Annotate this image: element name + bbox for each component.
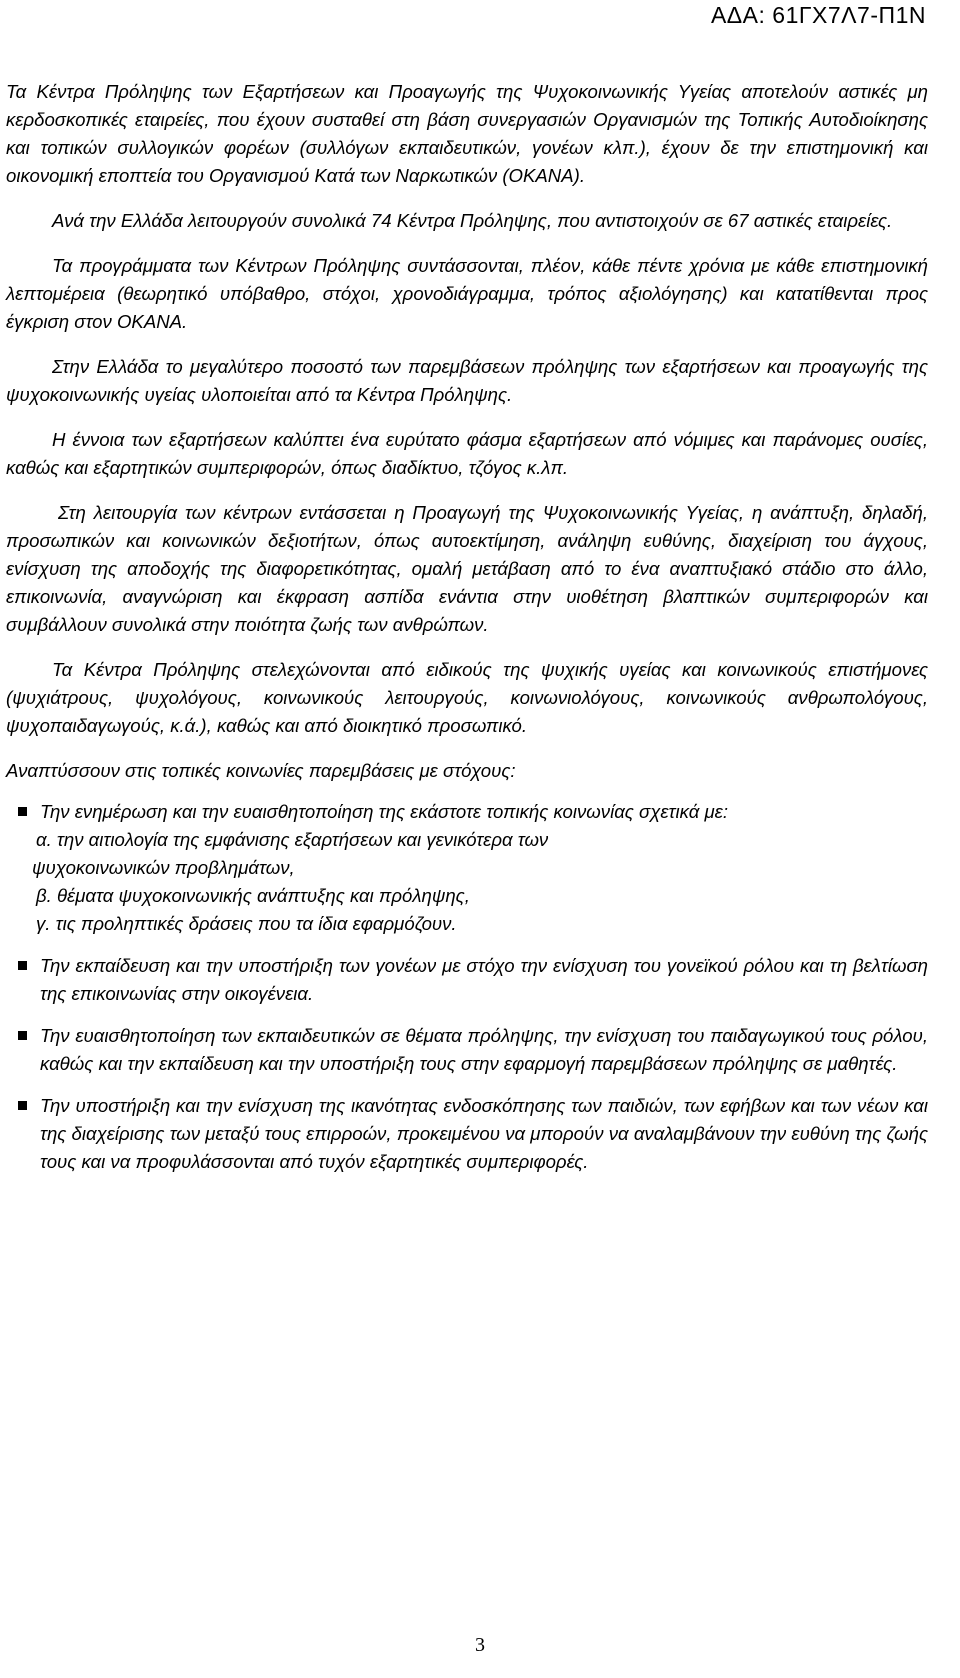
paragraph-intro: Τα Κέντρα Πρόληψης των Εξαρτήσεων και Προαγωγής της Ψυχοκοινωνικής Υγείας αποτελούν αστικές μη κερδοσκοπικές εταιρείες, που έχουν συσταθεί στη βάση συνεργασιών Οργανισμών της Τοπικής Αυτοδιοίκησης και τοπικών συλλογικών φορέων (συλλόγων εκπαιδευτικών, γονέων κλπ.), έχουν δε την επιστημονική και οικονομική εποπτεία του Οργανισμού Κατά των Ναρκωτικών (ΟΚΑΝΑ). bbox=[6, 81, 928, 186]
square-bullet-icon bbox=[18, 1101, 27, 1110]
paragraph-health-promotion: Στη λειτουργία των κέντρων εντάσσεται η Προαγωγή της Ψυχοκοινωνικής Υγείας, η ανάπτυξη, δηλαδή, προσωπικών και κοινωνικών δεξιοτήτων, όπως αυτοεκτίμηση, ανάληψη ευθύνης, διαχείριση του άγχους, ενίσχυση της αποδοχής της διαφορετικότητας, ομαλή μετάβαση από το ένα αναπτυξιακό στάδιο στο άλλο, επικοινωνία, αναγνώριση και έκφραση ασπίδα ενάντια στην υιοθέτηση βλαπτικών συμπεριφορών και συμβάλλουν συνολικά στην ποιότητα ζωής των ανθρώπων. bbox=[6, 502, 928, 635]
goals-list bbox=[6, 798, 928, 1176]
bullet-text: Την εκπαίδευση και την υποστήριξη των γονέων με στόχο την ενίσχυση του γονεϊκού ρόλου και τη βελτίωση της επικοινωνίας στην οικογένεια. bbox=[40, 955, 928, 1004]
sub-item-a: α. την αιτιολογία της εμφάνισης εξαρτήσεων και γενικότερα των bbox=[36, 829, 549, 850]
sub-item-a-continuation: ψυχοκοινωνικών προβλημάτων, bbox=[32, 857, 295, 878]
paragraph-interventions: Στην Ελλάδα το μεγαλύτερο ποσοστό των παρεμβάσεων πρόληψης των εξαρτήσεων και προαγωγής της ψυχοκοινωνικής υγείας υλοποιείται από τα Κέντρα Πρόληψης. bbox=[6, 356, 928, 405]
bullet-text: Την ενημέρωση και την ευαισθητοποίηση της εκάστοτε τοπικής κοινωνίας σχετικά με: bbox=[40, 801, 728, 822]
square-bullet-icon bbox=[18, 1031, 27, 1040]
list-item bbox=[6, 798, 928, 938]
list-item bbox=[6, 1092, 928, 1176]
page-number: 3 bbox=[475, 1634, 485, 1656]
ada-identifier: ΑΔΑ: 61ΓΧ7Λ7-Π1Ν bbox=[710, 2, 926, 28]
paragraph-programs: Τα προγράμματα των Κέντρων Πρόληψης συντάσσονται, πλέον, κάθε πέντε χρόνια με κάθε επιστημονική λεπτομέρεια (θεωρητικό υπόβαθρο, στόχοι, χρονοδιάγραμμα, τρόπος αξιολόγησης) και κατατίθενται προς έγκριση στον ΟΚΑΝΑ. bbox=[6, 255, 928, 332]
document-body bbox=[6, 78, 928, 1190]
sub-item-b: β. θέματα ψυχοκοινωνικής ανάπτυξης και πρόληψης, bbox=[36, 885, 470, 906]
list-item bbox=[6, 952, 928, 1008]
square-bullet-icon bbox=[18, 807, 27, 816]
square-bullet-icon bbox=[18, 961, 27, 970]
sub-item-c: γ. τις προληπτικές δράσεις που τα ίδια εφαρμόζουν. bbox=[36, 913, 457, 934]
list-item bbox=[6, 1022, 928, 1078]
bullet-text: Την ευαισθητοποίηση των εκπαιδευτικών σε θέματα πρόληψης, την ενίσχυση του παιδαγωγικού τους ρόλου, καθώς και την εκπαίδευση και την υποστήριξη τους στην εφαρμογή παρεμβάσεων πρόληψης σε μαθητές. bbox=[40, 1025, 928, 1074]
sub-list bbox=[32, 826, 928, 938]
bullet-text: Την υποστήριξη και την ενίσχυση της ικανότητας ενδοσκόπησης των παιδιών, των εφήβων και των νέων και της διαχείρισης των μεταξύ τους επιρροών, προκειμένου να μπορούν να αναλαμβάνουν την ευθύνη της ζωής τους και να προφυλάσσονται από τυχόν εξαρτητικές συμπεριφορές. bbox=[40, 1095, 928, 1172]
paragraph-centers-count: Ανά την Ελλάδα λειτουργούν συνολικά 74 Κέντρα Πρόληψης, που αντιστοιχούν σε 67 αστικές εταιρείες. bbox=[52, 210, 893, 231]
paragraph-goals-intro: Αναπτύσσουν στις τοπικές κοινωνίες παρεμβάσεις με στόχους: bbox=[6, 760, 516, 781]
paragraph-staff: Τα Κέντρα Πρόληψης στελεχώνονται από ειδικούς της ψυχικής υγείας και κοινωνικούς επιστήμονες (ψυχιάτρους, ψυχολόγους, κοινωνικούς λειτουργούς, κοινωνιολόγους, κοινωνικούς ανθρωπολόγους, ψυχοπαιδαγωγούς, κ.ά.), καθώς και από διοικητικό προσωπικό. bbox=[6, 659, 928, 736]
paragraph-addictions: Η έννοια των εξαρτήσεων καλύπτει ένα ευρύτατο φάσμα εξαρτήσεων από νόμιμες και παράνομες ουσίες, καθώς και εξαρτητικών συμπεριφορών, όπως διαδίκτυο, τζόγος κ.λπ. bbox=[6, 429, 928, 478]
